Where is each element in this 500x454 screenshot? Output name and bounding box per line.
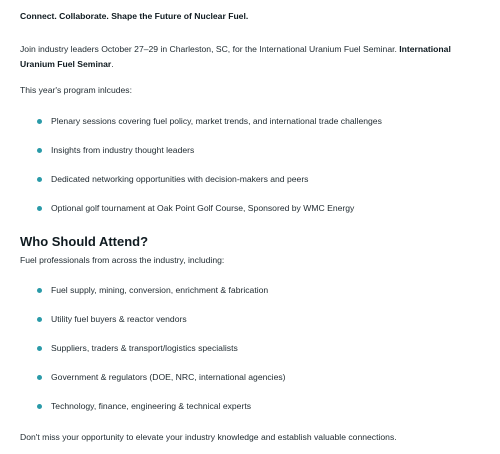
list-item [20, 401, 488, 430]
bullet-dot-icon [37, 317, 42, 322]
intro-period: . [111, 59, 114, 69]
list-item-text: Suppliers, traders & transport/logistics specialists [51, 343, 238, 353]
list-item-text: Technology, finance, engineering & technical experts [51, 401, 252, 411]
attend-lead: Fuel professionals from across the industry, including: [20, 255, 225, 265]
list-item [20, 203, 488, 232]
bullet-dot-icon [37, 375, 42, 380]
list-item [20, 314, 488, 343]
list-item [20, 116, 488, 145]
list-item-text: Optional golf tournament at Oak Point Golf Course, Sponsored by WMC Energy [51, 203, 355, 213]
list-item [20, 372, 488, 401]
intro-bold-seminar-name: International Uranium Fuel Seminar [20, 44, 451, 69]
list-item [20, 145, 488, 174]
who-should-attend-heading: Who Should Attend? [20, 234, 149, 249]
closing-text: Don't miss your opportunity to elevate your industry knowledge and establish valuable connections. [20, 432, 397, 442]
bullet-dot-icon [37, 404, 42, 409]
list-item-text: Dedicated networking opportunities with decision-makers and peers [51, 174, 309, 184]
list-item-text: Fuel supply, mining, conversion, enrichment & fabrication [51, 285, 269, 295]
list-item [20, 285, 488, 314]
bullet-dot-icon [37, 288, 42, 293]
list-item-text: Plenary sessions covering fuel policy, market trends, and international trade challenges [51, 116, 382, 126]
bullet-dot-icon [37, 148, 42, 153]
intro-text: Join industry leaders October 27–29 in Charleston, SC, for the International Uranium Fuel Seminar. [20, 44, 400, 54]
tagline: Connect. Collaborate. Shape the Future of Nuclear Fuel. [20, 11, 249, 21]
list-item-text: Government & regulators (DOE, NRC, international agencies) [51, 372, 286, 382]
bullet-dot-icon [37, 346, 42, 351]
list-item-text: Insights from industry thought leaders [51, 145, 195, 155]
list-item [20, 174, 488, 203]
list-item-text: Utility fuel buyers & reactor vendors [51, 314, 187, 324]
program-list [20, 116, 488, 232]
intro-paragraph [20, 42, 488, 72]
attendee-list [20, 285, 488, 430]
program-lead: This year's program inlcudes: [20, 85, 132, 95]
bullet-dot-icon [37, 119, 42, 124]
bullet-dot-icon [37, 206, 42, 211]
list-item [20, 343, 488, 372]
bullet-dot-icon [37, 177, 42, 182]
